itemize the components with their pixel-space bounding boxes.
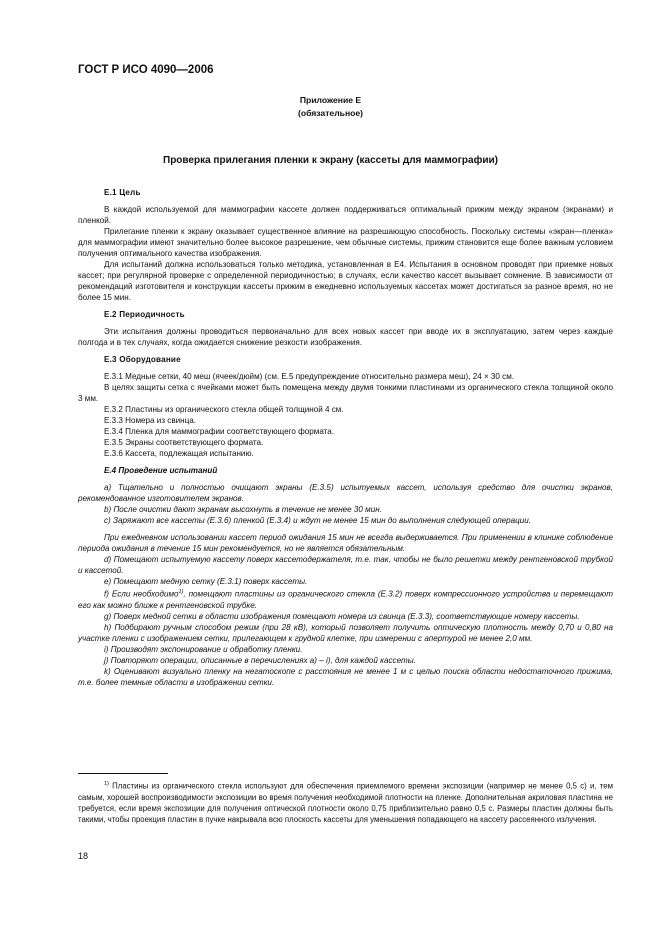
footnote-ref[interactable]: 1) [178,589,184,595]
section-heading-e3: Е.3 Оборудование [104,355,181,364]
list-item: j) Повторяют операции, описанные в перечислениях а) – i), для каждой кассеты. [104,655,416,665]
footnote [78,779,613,825]
list-item: Е.3.5 Экраны соответствующего формата. [104,438,264,447]
section-heading-e2: Е.2 Периодичность [104,310,185,319]
annex-title: Приложение Е [299,95,362,105]
paragraph: Эти испытания должны проводиться первоначально для всех новых кассет при вводе их в эксплуатацию, затем через каждые полгода и в тех случаях, когда ожидается снижение резкости изображения. [78,327,613,347]
annex-status: (обязательное) [297,108,364,118]
paragraph: Прилегание пленки к экрану оказывает существенное влияние на разрешающую способность. Поскольку системы «экран—пленка» для маммографии имеют значительно более высокое разрешение, чем обычные системы, прижим становится еще более важным условием получения оптимального качества изображения. [78,227,613,258]
page-number: 18 [78,851,89,861]
paragraph: В каждой используемой для маммографии кассете должен поддерживаться оптимальный прижим между экраном (экранами) и пленкой. [78,205,613,225]
paragraph: В целях защиты сетка с ячейками может быть помещена между двумя тонкими пластинами из органического стекла толщиной около 3 мм. [78,383,613,403]
list-item: е) Помещают медную сетку (Е.3.1) поверх кассеты. [104,577,308,586]
section-heading-e1: Е.1 Цель [104,188,141,197]
document-id: ГОСТ Р ИСО 4090—2006 [78,64,214,76]
note: При ежедневном использовании кассет период ожидания 15 мин не всегда выдерживается. При применении в клинике соблюдение периода ожидания в течение 15 мин рекомендуется, но не является обязательным. [78,533,613,553]
list-item: k) Оценивают визуально пленку на негатоскопе с расстояния не менее 1 м с целью поиска области недостаточного прижима, т.е. более темные области в изображении сетки. [78,666,613,687]
footnote-text: Пластины из органического стекла используют для обеспечения приемлемого времени экспозиции (например не менее 0,5 с) и, тем самым, хорошей воспроизводимости экспозиции во время получения необходимой плотности на пленке. Дополнительная акриловая пластина не требуется, если время экспозиции для получения оптической плотности около 0,75 приблизительно равно 0,5 с. Размеры пластин должны быть такими, чтобы проекция пластин в пучке накрывала всю плоскость кассеты для уменьшения попадающего на кассету рассеянного излучения. [78,781,613,824]
footnote-divider [78,773,168,774]
footnote-mark: 1) [104,781,109,787]
list-item: Е.3.1 Медные сетки, 40 меш (ячеек/дюйм) (см. Е.5 предупреждение относительно размера меш), 24 × 30 см. [104,372,515,381]
list-item: b) После очистки дают экранам высохнуть в течение не менее 30 мин. [104,505,382,514]
list-item: h) Подбирают ручным способом режим (при 28 кВ), который позволяет получить оптическую плотность между 0,70 и 0,80 на участке пленки с изображением сетки, прилегающем к грудной клетке, при измерении с апертурой не менее 2,0 мм. [78,622,613,643]
list-item: Е.3.2 Пластины из органического стекла общей толщиной 4 см. [104,405,344,414]
list-item: Е.3.6 Кассета, подлежащая испытанию. [104,449,254,458]
paragraph: Для испытаний должна использоваться только методика, установленная в Е4. Испытания в основном проводят при приемке новых кассет; при регулярной проверке с определенной периодичностью; в случаях, если качество кассет вызывает сомнение. В зависимости от рекомендаций изготовителя и конструкции кассеты прижим в ежедневно используемых кассетах может достигаться за разное время, но не более 15 мин. [78,260,613,302]
list-item [78,587,613,611]
list-item: d) Помещают испытуемую кассету поверх кассетодержателя, т.е. так, чтобы не было решетки между рентгеновской трубкой и кассетой. [78,555,613,575]
list-item: Е.3.3 Номера из свинца. [104,416,197,425]
annex-heading: Проверка прилегания пленки к экрану (кассеты для маммографии) [163,155,498,166]
body-text [78,187,613,688]
list-item: а) Тщательно и полностью очищают экраны (Е.3.5) испытуемых кассет, используя средство для очистки экранов, рекомендованное изготовителем экранов. [78,483,613,503]
list-item-text: f) Если необходимо [104,589,179,599]
list-item: с) Заряжают все кассеты (Е.3.6) пленкой (Е.3.4) и ждут не менее 15 мин до выполнения следующей операции. [104,516,532,525]
list-item-text: , помещают пластины из органического стекла (Е.3.2) поверх компрессионного устройства и перемещают его как можно ближе к рентгеновской трубке. [78,589,613,610]
section-heading-e4: Е.4 Проведение испытаний [104,466,218,475]
list-item: Е.3.4 Пленка для маммографии соответствующего формата. [104,427,335,436]
list-item: i) Производят экспонирование и обработку пленки. [104,644,303,654]
list-item: g) Поверх медной сетки в области изображения помещают номера из свинца (Е.3.3), соответствующие номеру кассеты. [104,611,580,621]
